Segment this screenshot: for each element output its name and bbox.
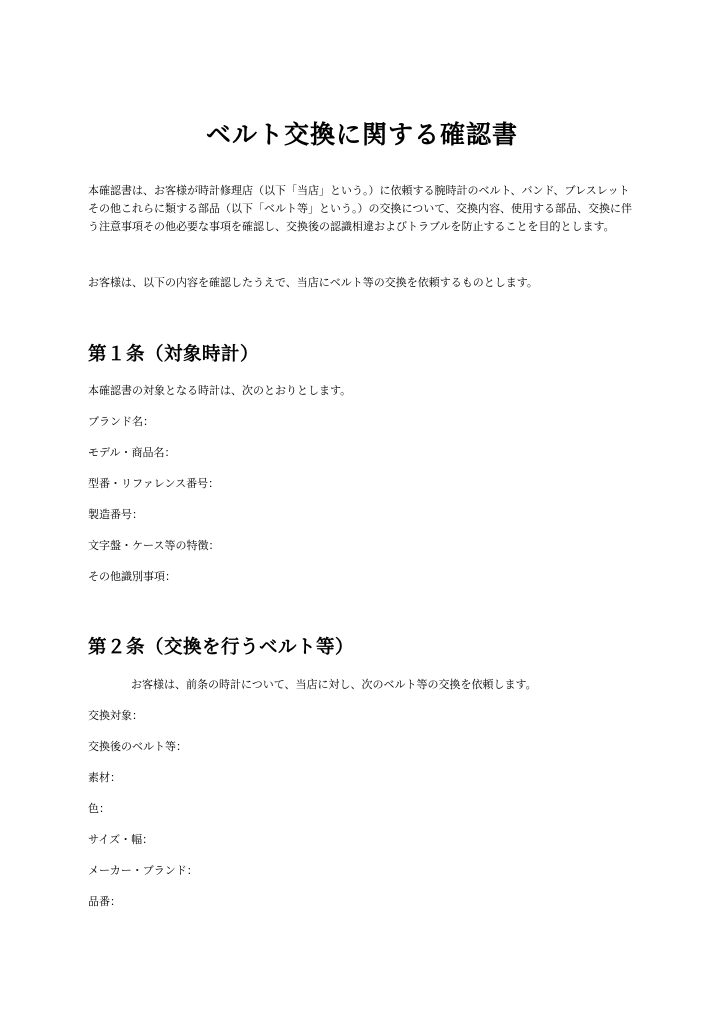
article-1-heading: 第１条（対象時計） [88, 344, 260, 365]
field-size-width: サイズ・幅： [88, 833, 154, 846]
field-other-identification: その他識別事項： [88, 570, 176, 583]
field-color: 色： [88, 802, 110, 815]
field-maker-brand: メーカー・ブランド： [88, 864, 198, 877]
intro-paragraph: 本確認書は、お客様が時計修理店（以下「当店」という。）に依頼する腕時計のベルト、バンド、ブレスレットその他これらに類する部品（以下「ベルト等」という。）の交換について、交換内容、使用する部品、交換に伴う注意事項その他必要な事項を確認し、交換後の認識相違およびトラブルを防止することを目的とします。 [88, 184, 633, 233]
field-product-number: 品番： [88, 895, 121, 908]
intro-paragraph-2: お客様は、以下の内容を確認したうえで、当店にベルト等の交換を依頼するものとします。 [88, 276, 538, 289]
article-1-lead: 本確認書の対象となる時計は、次のとおりとします。 [88, 384, 352, 397]
field-model-name: モデル・商品名： [88, 446, 176, 459]
document-title: ベルト交換に関する確認書 [205, 120, 518, 149]
field-material: 素材： [88, 771, 121, 784]
field-reference-number: 型番・リファレンス番号： [88, 477, 220, 490]
article-2-lead: お客様は、前条の時計について、当店に対し、次のベルト等の交換を依頼します。 [131, 678, 537, 691]
field-brand-name: ブランド名： [88, 415, 154, 428]
field-new-belt: 交換後のベルト等： [88, 740, 187, 753]
article-2-heading: 第２条（交換を行うベルト等） [88, 637, 355, 658]
field-replacement-target: 交換対象： [88, 709, 143, 722]
field-dial-case-features: 文字盤・ケース等の特徴： [88, 539, 220, 552]
field-serial-number: 製造番号： [88, 508, 143, 521]
